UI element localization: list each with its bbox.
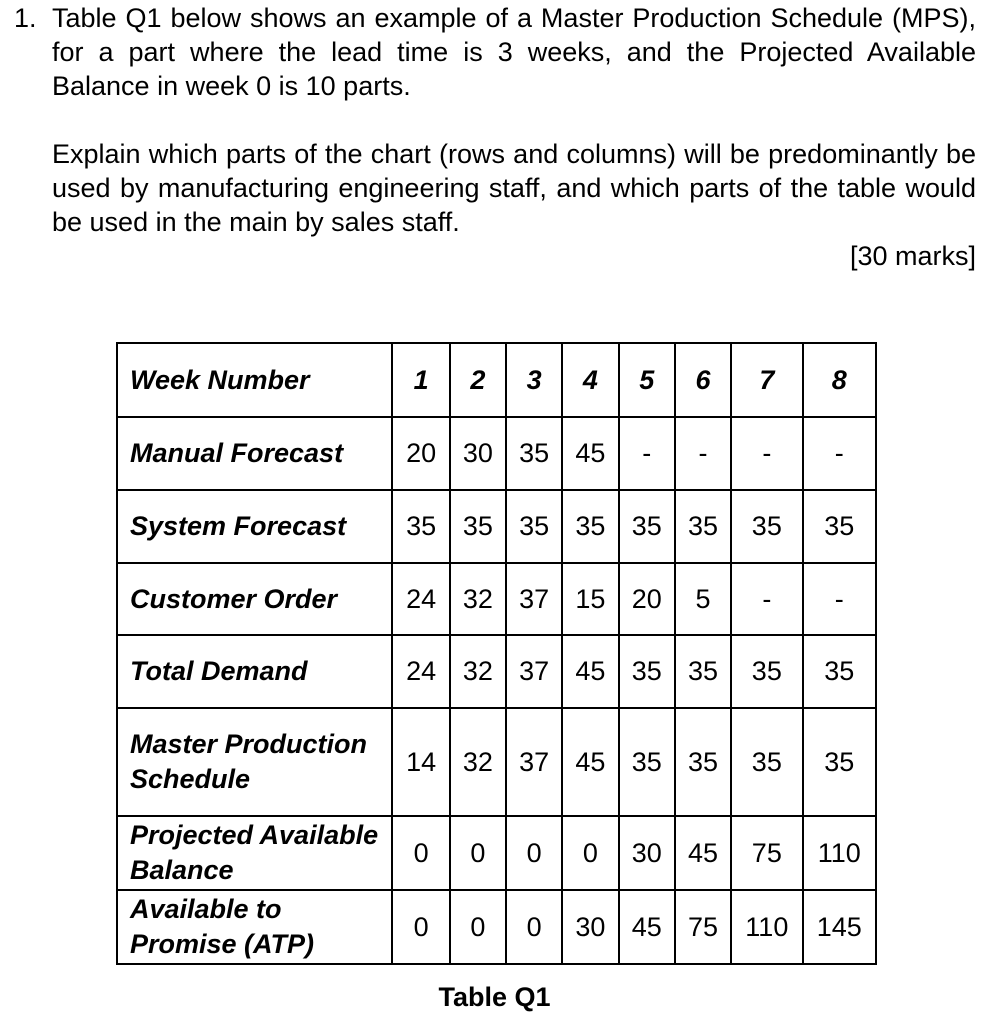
table-cell: 45 — [619, 890, 675, 964]
table-cell: 35 — [619, 708, 675, 816]
table-cell: 35 — [675, 708, 731, 816]
table-cell: 0 — [450, 890, 506, 964]
table-row-total-demand — [117, 635, 876, 708]
row-label: Manual Forecast — [117, 417, 392, 490]
week-header-cell: 3 — [506, 343, 562, 417]
table-cell: 30 — [619, 816, 675, 890]
table-cell: 35 — [731, 490, 802, 563]
table-row-system-forecast — [117, 490, 876, 563]
table-caption-text: Table Q1 — [438, 982, 551, 1012]
week-header-cell: 2 — [450, 343, 506, 417]
header-week-number-label: Week Number — [117, 343, 392, 417]
table-cell: 35 — [731, 708, 802, 816]
week-header-cell: 7 — [731, 343, 802, 417]
table-cell: 35 — [619, 490, 675, 563]
table-cell: 20 — [619, 563, 675, 635]
table-cell: 30 — [562, 890, 618, 964]
table-cell: 35 — [675, 490, 731, 563]
table-cell: 110 — [803, 816, 876, 890]
table-cell: - — [803, 417, 876, 490]
table-row-customer-order — [117, 563, 876, 635]
table-cell: 14 — [392, 708, 449, 816]
row-label: Projected Available Balance — [117, 816, 392, 890]
table-cell: 75 — [731, 816, 802, 890]
table-cell: 35 — [392, 490, 449, 563]
table-cell: 35 — [803, 490, 876, 563]
row-label: Total Demand — [117, 635, 392, 708]
row-label: System Forecast — [117, 490, 392, 563]
week-header-cell: 1 — [392, 343, 449, 417]
question-block — [14, 1, 976, 273]
table-cell: 0 — [392, 890, 449, 964]
table-cell: 24 — [392, 563, 449, 635]
question-number: 1. — [14, 3, 37, 33]
table-cell: 35 — [731, 635, 802, 708]
table-cell: 110 — [731, 890, 802, 964]
table-cell: 0 — [506, 816, 562, 890]
table-cell: 35 — [803, 708, 876, 816]
mps-table — [116, 342, 877, 965]
table-cell: - — [731, 417, 802, 490]
table-row-projected-available-balance — [117, 816, 876, 890]
table-cell: 20 — [392, 417, 449, 490]
table-cell: 45 — [562, 417, 618, 490]
table-cell: 30 — [450, 417, 506, 490]
table-cell: - — [619, 417, 675, 490]
question-paragraph-task: Explain which parts of the chart (rows and columns) will be predominantly be used by manufacturing engineering staff, and which parts of the table would be used in the main by sales staff. — [52, 139, 976, 237]
table-cell: 35 — [803, 635, 876, 708]
table-cell: 45 — [562, 635, 618, 708]
table-cell: 15 — [562, 563, 618, 635]
table-cell: 35 — [675, 635, 731, 708]
table-row-master-production-schedule — [117, 708, 876, 816]
table-cell: - — [803, 563, 876, 635]
table-cell: - — [675, 417, 731, 490]
marks-label: [30 marks] — [849, 241, 976, 271]
table-cell: 35 — [619, 635, 675, 708]
table-cell: 35 — [506, 417, 562, 490]
table-cell: 37 — [506, 708, 562, 816]
table-cell: 45 — [675, 816, 731, 890]
week-header-cell: 4 — [562, 343, 618, 417]
table-cell: - — [731, 563, 802, 635]
week-header-cell: 5 — [619, 343, 675, 417]
question-paragraph-intro: Table Q1 below shows an example of a Master Production Schedule (MPS), for a part where the lead time is 3 weeks, and the Projected Available Balance in week 0 is 10 parts. — [52, 3, 976, 101]
table-cell: 24 — [392, 635, 449, 708]
table-cell: 32 — [450, 563, 506, 635]
table-cell: 0 — [562, 816, 618, 890]
table-cell: 37 — [506, 635, 562, 708]
row-label: Customer Order — [117, 563, 392, 635]
table-cell: 75 — [675, 890, 731, 964]
week-header-cell: 6 — [675, 343, 731, 417]
week-header-cell: 8 — [803, 343, 876, 417]
table-row-manual-forecast — [117, 417, 876, 490]
table-header-row — [117, 343, 876, 417]
table-cell: 37 — [506, 563, 562, 635]
table-cell: 0 — [392, 816, 449, 890]
table-cell: 32 — [450, 708, 506, 816]
table-cell: 35 — [506, 490, 562, 563]
table-caption — [0, 980, 993, 1014]
table-cell: 145 — [803, 890, 876, 964]
row-label: Master Production Schedule — [117, 708, 392, 816]
table-row-available-to-promise — [117, 890, 876, 964]
table-cell: 5 — [675, 563, 731, 635]
table-cell: 35 — [562, 490, 618, 563]
table-cell: 35 — [450, 490, 506, 563]
question-body — [52, 1, 976, 273]
row-label: Available to Promise (ATP) — [117, 890, 392, 964]
table-cell: 32 — [450, 635, 506, 708]
table-cell: 0 — [450, 816, 506, 890]
table-cell: 45 — [562, 708, 618, 816]
table-cell: 0 — [506, 890, 562, 964]
